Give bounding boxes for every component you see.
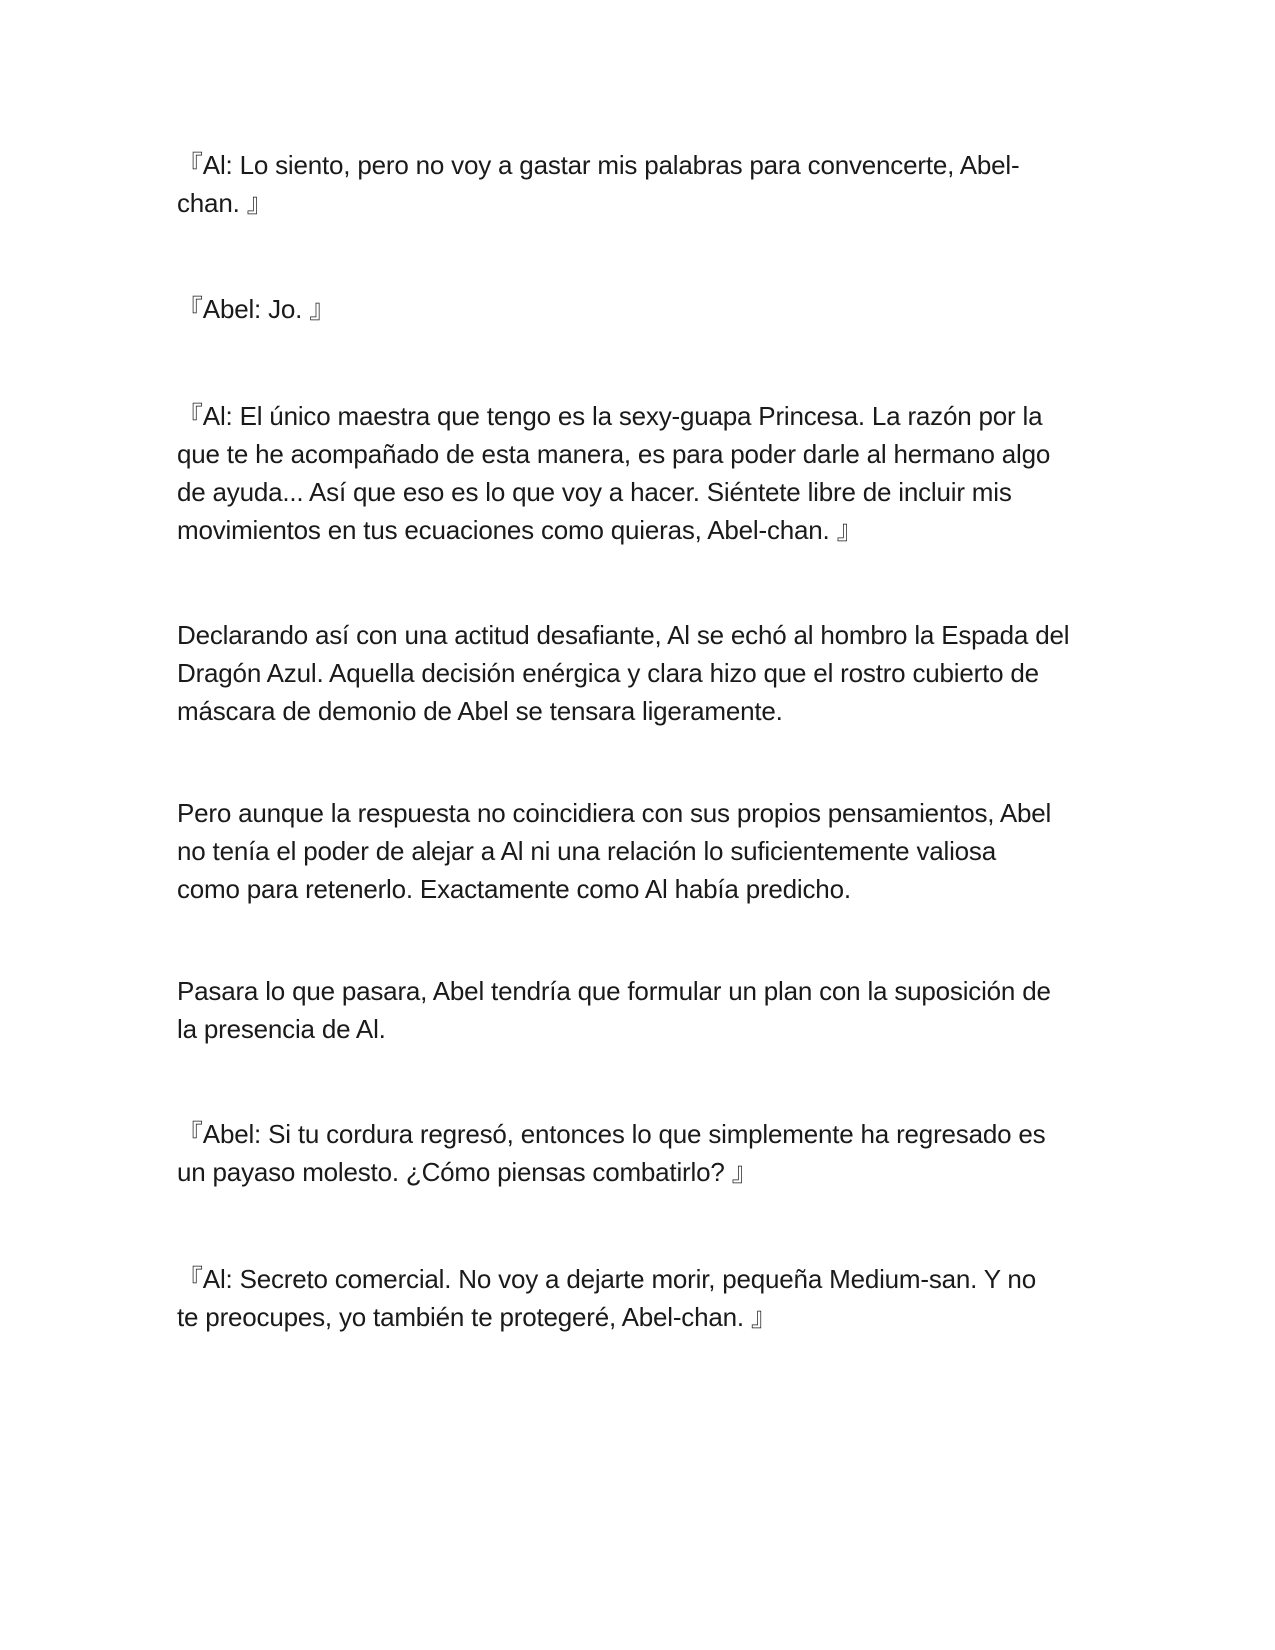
text-line: Dragón Azul. Aquella decisión enérgica y clara hizo que el rostro cubierto de (177, 658, 1039, 688)
text-line: no tenía el poder de alejar a Al ni una relación lo suficientemente valiosa (177, 836, 996, 866)
narration-sword (177, 616, 1107, 730)
text-line: movimientos en tus ecuaciones como quieras, Abel-chan. 』 (177, 515, 863, 545)
dialogue-al-secret (177, 1260, 1107, 1336)
text-line: la presencia de Al. (177, 1014, 386, 1044)
text-line: 『Abel: Si tu cordura regresó, entonces lo que simplemente ha regresado es (177, 1119, 1046, 1149)
text-line: chan. 』 (177, 188, 273, 218)
text-line: que te he acompañado de esta manera, es para poder darle al hermano algo (177, 439, 1051, 469)
narration-plan (177, 972, 1107, 1048)
text-line: te preocupes, yo también te protegeré, Abel-chan. 』 (177, 1302, 777, 1332)
text-line: 『Al: Secreto comercial. No voy a dejarte morir, pequeña Medium-san. Y no (177, 1264, 1036, 1294)
dialogue-al-princess (177, 397, 1107, 549)
text-line: máscara de demonio de Abel se tensara ligeramente. (177, 696, 783, 726)
dialogue-abel-jo (177, 290, 1107, 328)
dialogue-abel-sanity (177, 1115, 1107, 1191)
text-line: 『Al: El único maestra que tengo es la sexy-guapa Princesa. La razón por la (177, 401, 1043, 431)
text-line: Pero aunque la respuesta no coincidiera con sus propios pensamientos, Abel (177, 798, 1052, 828)
text-line: 『Abel: Jo. 』 (177, 294, 335, 324)
narration-abel-power (177, 794, 1107, 908)
text-line: Pasara lo que pasara, Abel tendría que formular un plan con la suposición de (177, 976, 1051, 1006)
text-line: un payaso molesto. ¿Cómo piensas combatirlo? 』 (177, 1157, 758, 1187)
text-line: 『Al: Lo siento, pero no voy a gastar mis palabras para convencerte, Abel- (177, 150, 1020, 180)
dialogue-al-apology (177, 146, 1107, 222)
text-line: como para retenerlo. Exactamente como Al había predicho. (177, 874, 851, 904)
text-line: de ayuda... Así que eso es lo que voy a hacer. Siéntete libre de incluir mis (177, 477, 1012, 507)
text-line: Declarando así con una actitud desafiante, Al se echó al hombro la Espada del (177, 620, 1070, 650)
